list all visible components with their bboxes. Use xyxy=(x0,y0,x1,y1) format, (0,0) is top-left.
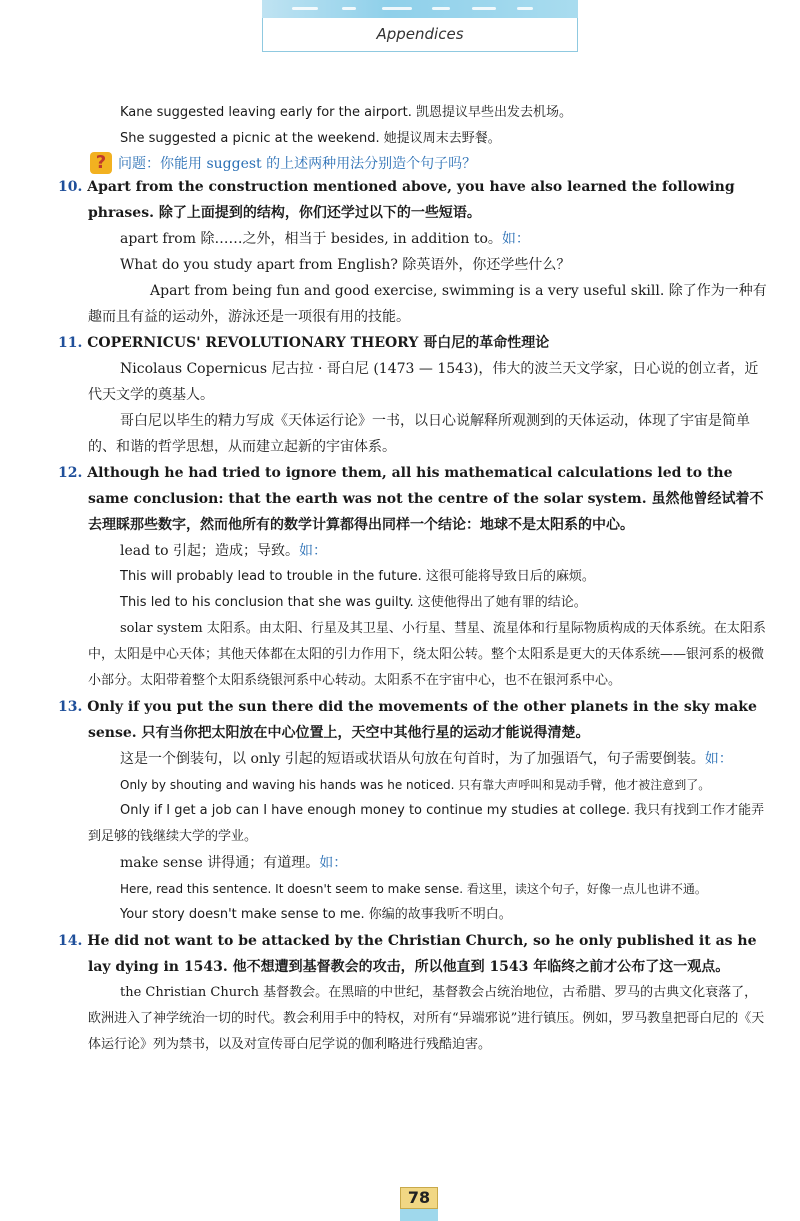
page-number-decoration xyxy=(400,1209,438,1221)
note-line: apart from 除……之外，相当于 besides, in addition to。如： xyxy=(120,231,530,247)
section-11-heading: 11. COPERNICUS' REVOLUTIONARY THEORY 哥白尼的革命性理论 xyxy=(58,335,550,351)
note-paragraph: the Christian Church 基督教会。在黑暗的中世纪，基督教会占统治地位，古希腊、罗马的古典文化衰落了，欧洲进入了神学统治一切的时代。教会利用手中的特权，对所有“异端邪说”进行镇压。例如，罗马教皇把哥白尼的《天体运行论》列为禁书，以及对宣传哥白尼学说的伽利略进行残酷迫害。 xyxy=(88,985,765,1052)
note-paragraph: 哥白尼以毕生的精力写成《天体运行论》一书，以日心说解释所观测到的天体运动，体现了宇宙是简单的、和谐的哲学思想，从而建立起新的宇宙体系。 xyxy=(88,413,750,455)
example-sentence: Only if I get a job can I have enough money to continue my studies at college. 我只有找到工作才能弄到足够的钱继续大学的学业。 xyxy=(88,803,765,844)
note-line: lead to 引起；造成；导致。如： xyxy=(120,543,328,559)
note-line: make sense 讲得通；有道理。如： xyxy=(120,855,348,871)
example-sentence: Kane suggested leaving early for the airport. 凯恩提议早些出发去机场。 xyxy=(120,105,572,120)
example-marker: 如： xyxy=(501,231,530,247)
example-marker: 如： xyxy=(299,543,328,559)
question-text: 问题：你能用 suggest 的上述两种用法分别造个句子吗？ xyxy=(118,156,477,172)
section-13-heading: 13. Only if you put the sun there did the movements of the other planets in the sky make sense. 只有当你把太阳放在中心位置上，天空中其他行星的运动才能说得清楚。 xyxy=(58,699,757,741)
section-12-heading: 12. Although he had tried to ignore them, all his mathematical calculations led to the same conclusion: that the earth was not the centre of the solar system. 虽然他曾经试着不去理睬那些数字，然而他所有的数学计算都得出同样一个结论：地球不是太阳系的中心。 xyxy=(58,465,764,533)
section-10-heading: 10. Apart from the construction mentioned above, you have also learned the following phrases. 除了上面提到的结构，你们还学过以下的一些短语。 xyxy=(58,179,735,221)
section-14-heading: 14. He did not want to be attacked by the Christian Church, so he only published it as he lay dying in 1543. 他不想遭到基督教会的攻击，所以他直到 1543 年临终之前才公布了这一观点。 xyxy=(58,933,757,975)
page-body xyxy=(58,100,768,1058)
example-sentence: This led to his conclusion that she was guilty. 这使他得出了她有罪的结论。 xyxy=(120,595,587,610)
question-row xyxy=(58,152,768,174)
example-sentence: Your story doesn't make sense to me. 你编的故事我听不明白。 xyxy=(120,907,512,922)
page-section-title: Appendices xyxy=(376,25,464,43)
header-decoration xyxy=(262,0,578,18)
example-marker: 如： xyxy=(319,855,348,871)
example-marker: 如： xyxy=(704,751,733,767)
note-line: 这是一个倒装句，以 only 引起的短语或状语从句放在句首时，为了加强语气，句子需要倒装。如： xyxy=(120,751,733,767)
section-number: 11. xyxy=(58,335,83,351)
example-sentence: Here, read this sentence. It doesn't seem to make sense. 看这里，读这个句子，好像一点儿也讲不通。 xyxy=(120,882,707,896)
section-number: 13. xyxy=(58,699,83,715)
example-sentence: She suggested a picnic at the weekend. 她提议周末去野餐。 xyxy=(120,131,501,146)
page-number: 78 xyxy=(400,1187,438,1209)
section-number: 12. xyxy=(58,465,83,481)
example-sentence: This will probably lead to trouble in the future. 这很可能将导致日后的麻烦。 xyxy=(120,569,595,584)
question-icon: ? xyxy=(90,152,112,174)
section-number: 14. xyxy=(58,933,83,949)
example-sentence: Only by shouting and waving his hands was he noticed. 只有靠大声呼叫和晃动手臂，他才被注意到了。 xyxy=(120,778,711,792)
note-paragraph: Nicolaus Copernicus 尼古拉 · 哥白尼 (1473 — 1543)，伟大的波兰天文学家，日心说的创立者，近代天文学的奠基人。 xyxy=(88,361,759,403)
note-paragraph: solar system 太阳系。由太阳、行星及其卫星、小行星、彗星、流星体和行星际物质构成的天体系统。在太阳系中，太阳是中心天体；其他天体都在太阳的引力作用下，绕太阳公转。整个太阳系是更大的天体系统——银河系的极微小部分。太阳带着整个太阳系绕银河系中心转动。太阳系不在宇宙中心，也不在银河系中心。 xyxy=(88,621,766,688)
note-paragraph: Apart from being fun and good exercise, swimming is a very useful skill. 除了作为一种有趣而且有益的运动外，游泳还是一项很有用的技能。 xyxy=(88,283,767,325)
note-line: What do you study apart from English? 除英语外，你还学些什么？ xyxy=(120,257,571,273)
section-number: 10. xyxy=(58,179,83,195)
